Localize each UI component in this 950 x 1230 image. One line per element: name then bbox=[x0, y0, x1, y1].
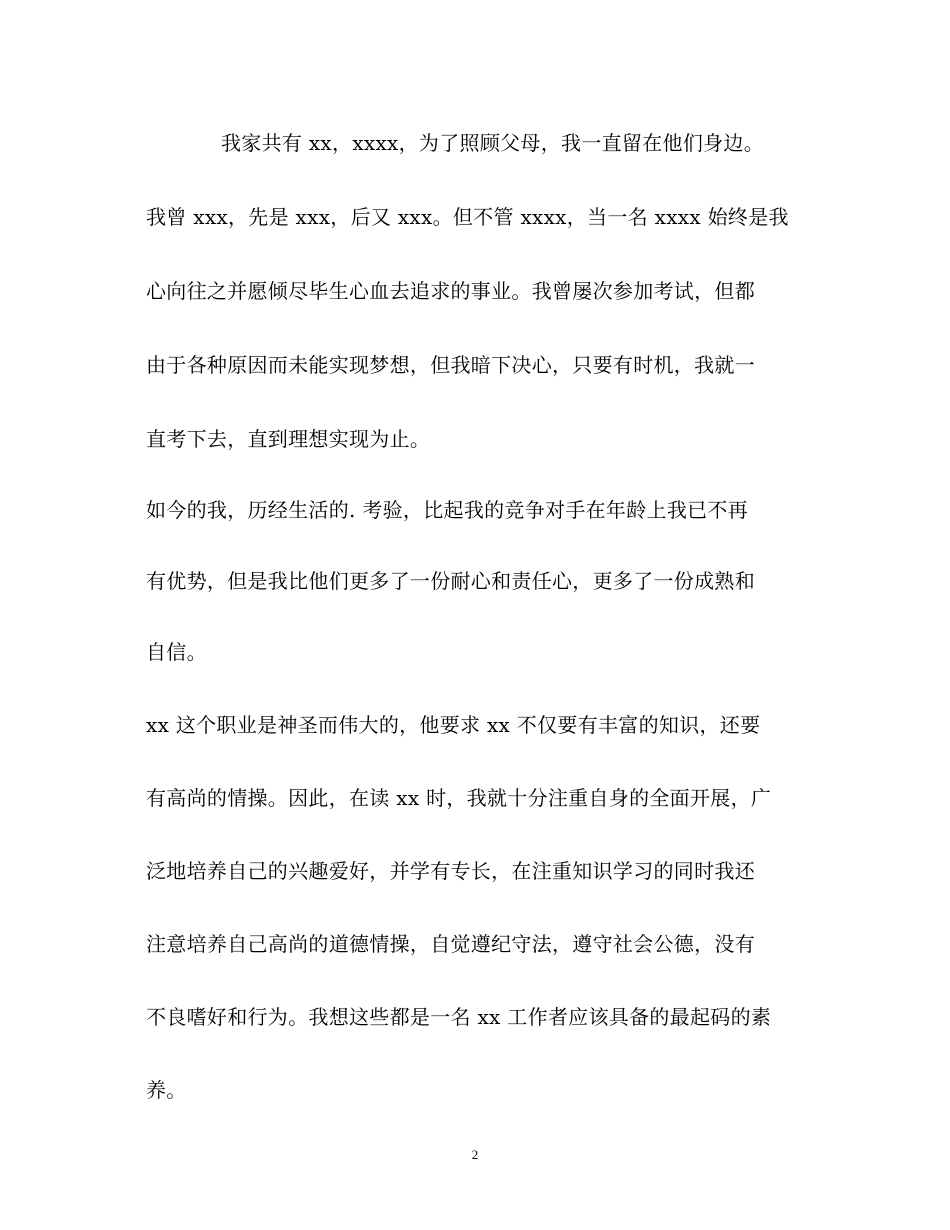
paragraph-line: 注意培养自己高尚的道德情操，自觉遵纪守法，遵守社会公德，没有 bbox=[146, 932, 755, 956]
paragraph-line: 由于各种原因而未能实现梦想，但我暗下决心，只要有时机，我就一 bbox=[146, 353, 755, 377]
paragraph-line: 不良嗜好和行为。我想这些都是一名 xx 工作者应该具备的最起码的素 bbox=[146, 1005, 772, 1029]
paragraph-line: 直考下去，直到理想实现为止。 bbox=[146, 427, 431, 451]
paragraph-line: 如今的我，历经生活的. 考验，比起我的竞争对手在年龄上我已不再 bbox=[146, 498, 749, 522]
paragraph-line: 自信。 bbox=[146, 640, 207, 664]
page-number: 2 bbox=[471, 1147, 479, 1162]
paragraph-line: xx 这个职业是神圣而伟大的，他要求 xx 不仅要有丰富的知识，还要 bbox=[146, 713, 761, 737]
paragraph-line: 我曾 xxx，先是 xxx，后又 xxx。但不管 xxxx，当一名 xxxx 始终是我 bbox=[146, 205, 789, 229]
paragraph-line: 有优势，但是我比他们更多了一份耐心和责任心，更多了一份成熟和 bbox=[146, 569, 755, 593]
paragraph-line: 我家共有 xx，xxxx，为了照顾父母，我一直留在他们身边。 bbox=[221, 131, 765, 155]
paragraph-line: 养。 bbox=[146, 1078, 187, 1102]
paragraph-line: 有高尚的情操。因此，在读 xx 时，我就十分注重自身的全面开展，广 bbox=[146, 786, 772, 810]
paragraph-line: 心向往之并愿倾尽毕生心血去追求的事业。我曾屡次参加考试，但都 bbox=[146, 279, 755, 303]
paragraph-line: 泛地培养自己的兴趣爱好，并学有专长，在注重知识学习的同时我还 bbox=[146, 859, 755, 883]
